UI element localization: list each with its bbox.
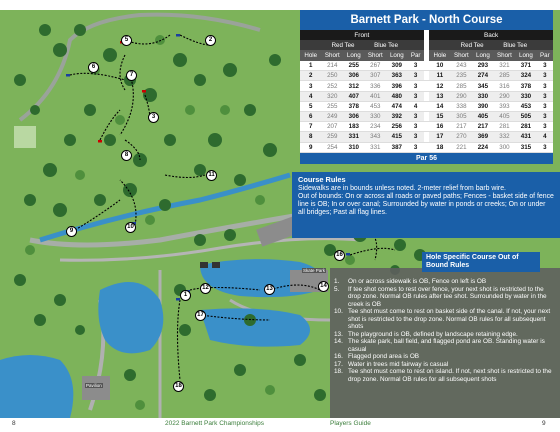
scorecard-cell: 234 (365, 122, 387, 132)
scorecard-cell: 321 (494, 61, 516, 71)
scorecard-cell: 393 (494, 101, 516, 111)
hole-rule-text: Tee shot must come to rest on basket side of the canal. If not, your next shot is restricted to the drop zone. Normal OB rules for all subsequent shots (348, 308, 551, 330)
scorecard-cell: 274 (472, 71, 494, 81)
scorecard-cell: 330 (515, 91, 537, 101)
scorecard-cell: 3 (408, 71, 424, 81)
scorecard-cell: 312 (343, 81, 365, 91)
scorecard-row (300, 61, 553, 71)
scorecard-cell: 13 (429, 91, 451, 101)
scorecard-cell: 316 (494, 81, 516, 91)
scorecard-cell: 480 (386, 91, 408, 101)
scorecard-cell: 255 (343, 61, 365, 71)
blue-tee-header: Blue Tee (365, 40, 408, 50)
hole-rules-list (334, 278, 556, 383)
col-header: Short (322, 50, 344, 60)
hole-marker-16[interactable]: 16 (334, 250, 345, 261)
footer-guide: Players Guide (330, 420, 371, 427)
scorecard-cell: 18 (429, 142, 451, 152)
scorecard-cell: 183 (343, 122, 365, 132)
scorecard-cell: 3 (408, 61, 424, 71)
scorecard-row (300, 132, 553, 142)
scorecard-cell: 390 (472, 101, 494, 111)
scorecard-cell: 453 (515, 101, 537, 111)
scorecard-cell: 3 (408, 112, 424, 122)
scorecard-cell: 387 (386, 142, 408, 152)
hole-marker-13[interactable]: 13 (264, 284, 275, 295)
footer (0, 418, 560, 432)
scorecard-cell: 300 (494, 142, 516, 152)
scorecard-cell: 338 (451, 101, 473, 111)
scorecard-cell: 363 (386, 71, 408, 81)
hole-marker-9[interactable]: 9 (66, 226, 77, 237)
scorecard-cell: 254 (322, 142, 344, 152)
scorecard-cell: 369 (472, 132, 494, 142)
scorecard-cell: 330 (472, 91, 494, 101)
scorecard-cell: 474 (386, 101, 408, 111)
scorecard-cell: 371 (515, 61, 537, 71)
hole-rule-text: If tee shot comes to rest over fence, your next shot is restricted to the drop zone. Normal OB rules after tee shot. Surrounded by water in the creek is OB (348, 285, 547, 308)
scorecard-cell: 324 (515, 71, 537, 81)
scorecard-row (300, 81, 553, 91)
hole-rule-item (334, 361, 556, 369)
scorecard-row (300, 71, 553, 81)
scorecard-cell: 306 (343, 71, 365, 81)
scorecard-cell: 405 (472, 112, 494, 122)
hole-rule-number: 18. (334, 368, 343, 375)
scorecard-cell: 3 (408, 81, 424, 91)
hole-rule-number: 10. (334, 308, 343, 315)
red-tee-header: Red Tee (322, 40, 365, 50)
course-par: Par 56 (300, 153, 553, 164)
scorecard-cell: 3 (408, 91, 424, 101)
scorecard-cell: 10 (429, 61, 451, 71)
scorecard-cell: 290 (494, 91, 516, 101)
hole-marker-18[interactable]: 18 (173, 381, 184, 392)
scorecard (300, 10, 553, 164)
hole-rule-text: The skate park, ball field, and flagged pond are OB. Standing water is casual (348, 338, 545, 353)
scorecard-cell: 378 (515, 81, 537, 91)
scorecard-cell: 315 (515, 142, 537, 152)
scorecard-cell: 345 (472, 81, 494, 91)
course-rules-title: Course Rules (298, 175, 346, 184)
hole-rule-item (334, 368, 556, 383)
scorecard-cell: 331 (343, 132, 365, 142)
col-header: Long (472, 50, 494, 60)
course-rules-text-1: Sidewalks are in bounds unless noted. 2-meter relief from barb wire. (298, 185, 506, 192)
hole-rule-item (334, 286, 556, 309)
scorecard-cell: 259 (322, 132, 344, 142)
pond (98, 282, 163, 353)
hole-marker-17[interactable]: 17 (195, 310, 206, 321)
scorecard-cell: 214 (322, 61, 344, 71)
page-number-right: 9 (542, 420, 546, 427)
scorecard-table (300, 30, 553, 153)
map-label-parking: Skate Park (303, 268, 326, 273)
scorecard-cell: 252 (322, 81, 344, 91)
scorecard-cell: 343 (365, 132, 387, 142)
hole-rule-item (334, 308, 556, 331)
hole-specific-rules (330, 254, 560, 418)
scorecard-cell: 331 (365, 142, 387, 152)
scorecard-cell: 217 (472, 122, 494, 132)
scorecard-cell: 235 (451, 71, 473, 81)
hole-rule-text: Flagged pond area is OB (348, 353, 420, 360)
scorecard-cell: 401 (365, 91, 387, 101)
scorecard-cell: 267 (365, 61, 387, 71)
scorecard-cell: 281 (494, 122, 516, 132)
scorecard-cell: 4 (300, 91, 322, 101)
col-header: Hole (429, 50, 451, 60)
red-tee-header: Red Tee (451, 40, 494, 50)
hole-marker-5[interactable]: 5 (121, 35, 132, 46)
scorecard-cell: 256 (386, 122, 408, 132)
scorecard-rows (300, 61, 553, 153)
scorecard-cell: 306 (343, 112, 365, 122)
scorecard-cell: 3 (537, 81, 553, 91)
page-number-left: 8 (12, 420, 16, 427)
hole-marker-7[interactable]: 7 (126, 70, 137, 81)
scorecard-cell: 224 (472, 142, 494, 152)
col-header: Short (451, 50, 473, 60)
col-header: Short (365, 50, 387, 60)
hole-marker-11[interactable]: 11 (206, 170, 217, 181)
scorecard-cell: 3 (537, 112, 553, 122)
blue-tee-header: Blue Tee (494, 40, 537, 50)
scorecard-cell: 431 (515, 132, 537, 142)
hole-marker-14[interactable]: 14 (318, 281, 329, 292)
scorecard-cell: 332 (494, 132, 516, 142)
scorecard-cell: 3 (537, 91, 553, 101)
hole-rule-number: 13. (334, 330, 343, 338)
scorecard-row (300, 91, 553, 101)
scorecard-cell: 378 (343, 101, 365, 111)
hole-rule-text: Water in trees mid fairway is casual (348, 360, 449, 368)
scorecard-cell: 3 (537, 122, 553, 132)
col-header: Long (515, 50, 537, 60)
scorecard-cell: 3 (408, 122, 424, 132)
scorecard-cell: 4 (408, 101, 424, 111)
scorecard-row (300, 142, 553, 152)
scorecard-cell: 11 (429, 71, 451, 81)
scorecard-cell: 3 (300, 81, 322, 91)
hole-rule-number: 1. (334, 278, 340, 285)
scorecard-cell: 290 (451, 91, 473, 101)
scorecard-row (300, 112, 553, 122)
scorecard-cell: 3 (408, 132, 424, 142)
hole-marker-6[interactable]: 6 (88, 62, 99, 73)
scorecard-cell: 249 (322, 112, 344, 122)
scorecard-cell: 336 (365, 81, 387, 91)
scorecard-cell: 5 (300, 101, 322, 111)
scorecard-cell: 4 (537, 132, 553, 142)
scorecard-cell: 16 (429, 122, 451, 132)
hole-marker-2[interactable]: 2 (205, 35, 216, 46)
col-header: Par (537, 50, 553, 60)
scorecard-cell: 250 (322, 71, 344, 81)
scorecard-cell: 307 (365, 71, 387, 81)
hole-rule-item (334, 278, 556, 286)
hole-rule-text: The playground is OB, defined by landscape retaining edge. (348, 330, 518, 338)
col-header: Long (343, 50, 365, 60)
scorecard-cell: 221 (451, 142, 473, 152)
col-header: Hole (300, 50, 322, 60)
scorecard-row (300, 101, 553, 111)
scorecard-cell: 415 (386, 132, 408, 142)
scorecard-cell: 3 (408, 142, 424, 152)
scorecard-cell: 15 (429, 112, 451, 122)
col-header: Par (408, 50, 424, 60)
scorecard-cell: 9 (300, 142, 322, 152)
scorecard-cell: 17 (429, 132, 451, 142)
hole-rule-number: 17. (334, 360, 343, 368)
scorecard-cell: 505 (515, 112, 537, 122)
scorecard-cell: 6 (300, 112, 322, 122)
footer-event: 2022 Barnett Park Championships (165, 420, 265, 427)
hole-marker-10[interactable]: 10 (125, 222, 136, 233)
scorecard-cell: 392 (386, 112, 408, 122)
back-nine-header: Back (429, 30, 553, 40)
scorecard-cell: 3 (537, 71, 553, 81)
hole-rule-text: Tee shot must come to rest on island. If not, next shot is restricted to the drop zone. Normal OB rules for all subsequent shots (348, 368, 552, 383)
course-title: Barnett Park - North Course (300, 10, 553, 30)
map-label-pavilion: Pavilion (86, 383, 102, 388)
course-rules (292, 172, 560, 238)
scorecard-cell: 405 (494, 112, 516, 122)
hole-rule-number: 14. (334, 338, 343, 345)
hole-rule-item (334, 331, 556, 339)
scorecard-cell: 407 (343, 91, 365, 101)
hole-rule-item (334, 338, 556, 353)
hole-rule-number: 16. (334, 353, 343, 360)
scorecard-cell: 3 (537, 142, 553, 152)
scorecard-cell: 293 (472, 61, 494, 71)
scorecard-row (300, 122, 553, 132)
col-header: Long (386, 50, 408, 60)
scorecard-cell: 7 (300, 122, 322, 132)
col-header: Short (494, 50, 516, 60)
scorecard-cell: 12 (429, 81, 451, 91)
scorecard-cell: 1 (300, 61, 322, 71)
scorecard-cell: 207 (322, 122, 344, 132)
scorecard-cell: 285 (494, 71, 516, 81)
scorecard-cell: 453 (365, 101, 387, 111)
course-rules-text-2: Out of bounds: On or across all roads or paved paths; Fences - basket side of fence line is OB; In or over canal; Surrounded by water in ponds or creeks; On or under all bridges; Past all flag lines. (298, 193, 554, 217)
scorecard-cell: 255 (322, 101, 344, 111)
scorecard-cell: 243 (451, 61, 473, 71)
scorecard-cell: 310 (343, 142, 365, 152)
scorecard-cell: 8 (300, 132, 322, 142)
scorecard-cell: 305 (451, 112, 473, 122)
scorecard-cell: 2 (300, 71, 322, 81)
hole-marker-3[interactable]: 3 (148, 112, 159, 123)
scorecard-cell: 270 (451, 132, 473, 142)
hole-rule-item (334, 353, 556, 361)
scorecard-cell: 330 (365, 112, 387, 122)
scorecard-cell: 217 (451, 122, 473, 132)
scorecard-cell: 3 (537, 101, 553, 111)
hole-rules-title: Hole Specific Course Out of Bound Rules (422, 252, 540, 272)
scorecard-cell: 396 (386, 81, 408, 91)
hole-rule-number: 5. (334, 285, 340, 293)
scorecard-cell: 281 (515, 122, 537, 132)
hole-marker-1[interactable]: 1 (180, 290, 191, 301)
hole-rule-text: On or across sidewalk is OB, Fence on left is OB (348, 278, 487, 285)
scorecard-cell: 3 (537, 61, 553, 71)
scorecard-cell: 14 (429, 101, 451, 111)
scorecard-cell: 320 (322, 91, 344, 101)
hole-marker-12[interactable]: 12 (200, 283, 211, 294)
hole-marker-8[interactable]: 8 (121, 150, 132, 161)
scorecard-cell: 285 (451, 81, 473, 91)
scorecard-cell: 309 (386, 61, 408, 71)
front-nine-header: Front (300, 30, 424, 40)
